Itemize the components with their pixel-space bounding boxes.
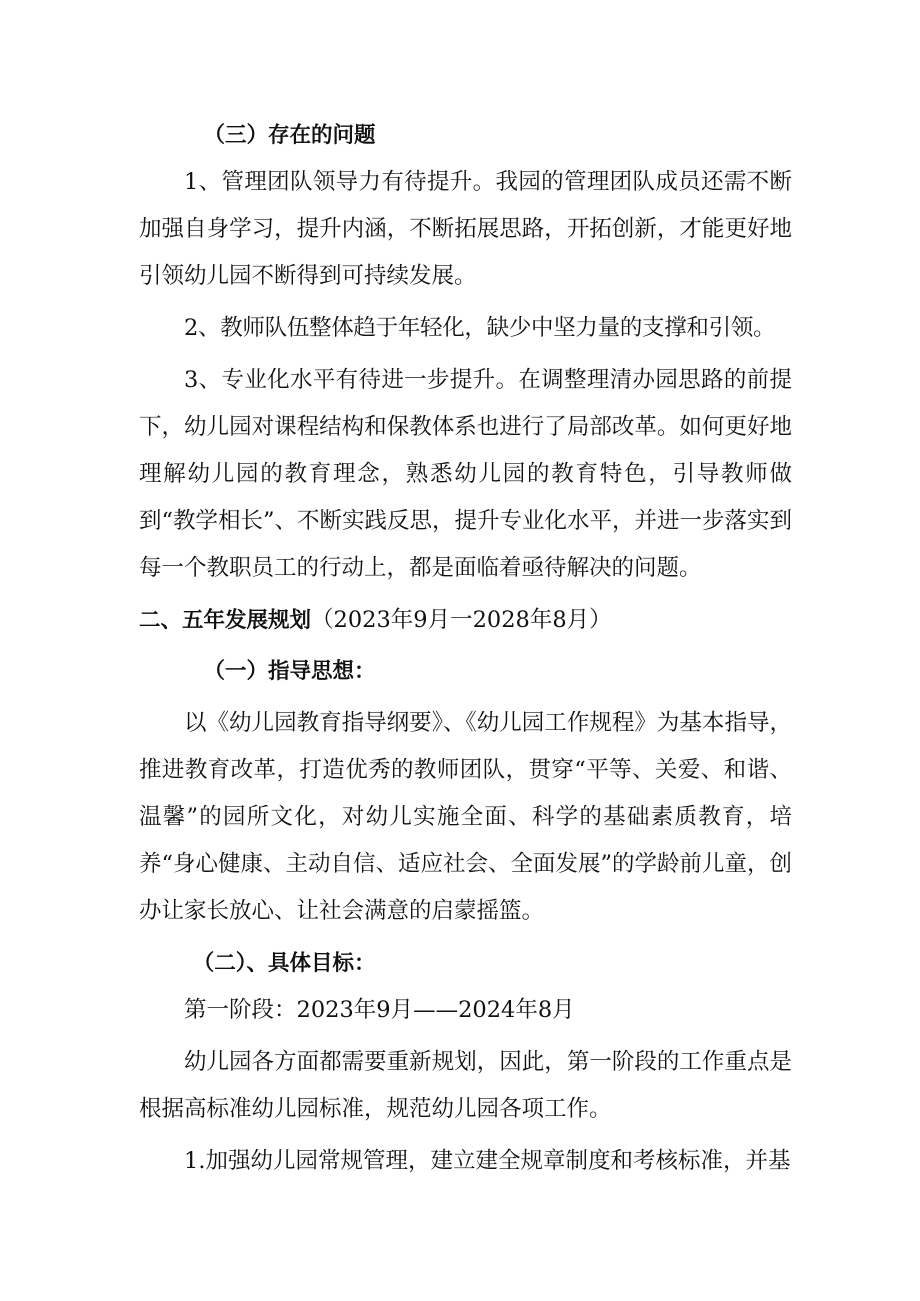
stage-one-paragraph: 幼儿园各方面都需要重新规划，因此，第一阶段的工作重点是根据高标准幼儿园标准，规范幼儿园各项工作。: [139, 1049, 792, 1122]
heading-existing-problems: （三）存在的问题: [203, 123, 376, 148]
section-two-title: 二、五年发展规划: [139, 608, 312, 633]
section-two-period: （2023年9月一2028年8月）: [311, 607, 612, 633]
item-1-paragraph: 1.加强幼儿园常规管理，建立建全规章制度和考核标准，并基: [184, 1148, 791, 1174]
guiding-ideology-paragraph: 以《幼儿园教育指导纲要》、《幼儿园工作规程》为基本指导，推进教育改革，打造优秀的教师团队，贯穿“平等、关爱、和谐、温馨”的园所文化，对幼儿实施全面、科学的基础素质教育，培养“身心健康、主动自信、适应社会、全面发展”的学龄前儿童，创办让家长放心、让社会满意的启蒙摇篮。: [139, 710, 793, 924]
stage-one-heading: 第一阶段：2023年9月——2024年8月: [184, 997, 575, 1023]
problem-2-paragraph: 2、教师队伍整体趋于年轻化，缺少中坚力量的支撑和引领。: [184, 315, 776, 341]
section-two-heading: [139, 597, 792, 644]
problem-3-paragraph: 3、专业化水平有待进一步提升。在调整理清办园思路的前提下，幼儿园对课程结构和保教体系也进行了局部改革。如何更好地理解幼儿园的教育理念，熟悉幼儿园的教育特色，引导教师做到“教学相长”、不断实践反思，提升专业化水平，并进一步落实到每一个教职员工的行动上，都是面临着亟待解决的问题。: [139, 367, 793, 581]
heading-specific-goals: （二）、具体目标：: [192, 951, 376, 976]
problem-1-paragraph: 1、管理团队领导力有待提升。我园的管理团队成员还需不断加强自身学习，提升内涵，不断拓展思路，开拓创新，才能更好地引领幼儿园不断得到可持续发展。: [139, 169, 792, 289]
heading-guiding-ideology: （一）指导思想：: [203, 659, 376, 684]
